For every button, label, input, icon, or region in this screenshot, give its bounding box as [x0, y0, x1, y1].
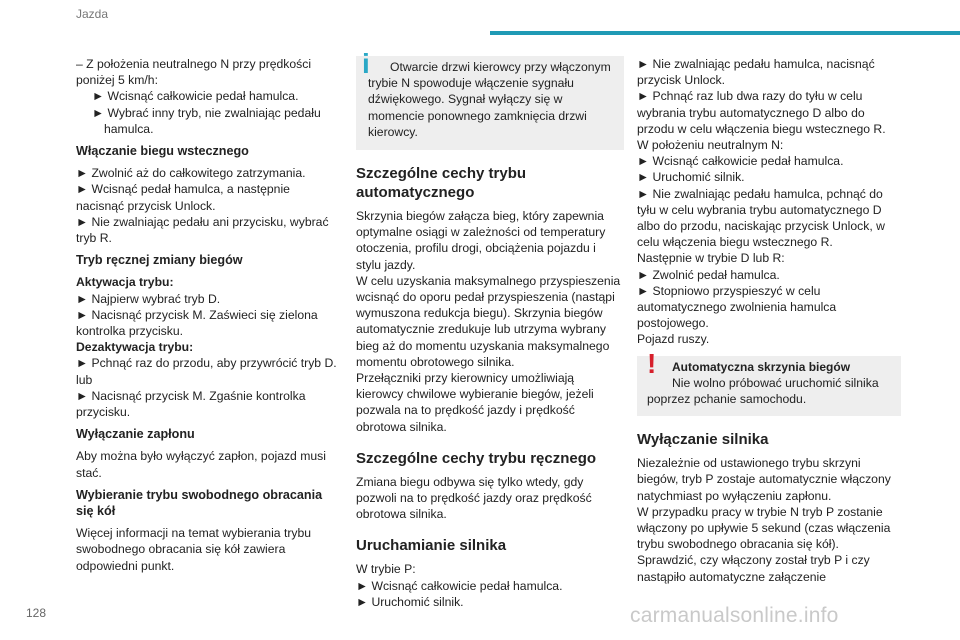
- heading-freewheel: Wybieranie trybu swobodnego obracania się kół: [76, 487, 323, 519]
- activation-step-1: ► Najpierw wybrać tryb D.: [76, 291, 221, 306]
- drive-step-2: ► Stopniowo przyspieszyć w celu automatycznego zwolnienia hamulca postojowego.: [637, 283, 837, 331]
- deactivation-or: lub: [76, 372, 93, 387]
- reverse-step-1: ► Zwolnić aż do całkowitego zatrzymania.: [76, 166, 306, 181]
- warning-text: Nie wolno próbować uruchomić silnika poprzez pchanie samochodu.: [647, 375, 879, 407]
- warning-icon: !: [647, 347, 657, 379]
- header-accent-bar: [490, 31, 960, 35]
- neutral-start-step-1: ► Wcisnąć całkowicie pedał hamulca.: [637, 154, 844, 169]
- warning-box: [637, 347, 901, 417]
- heading-engine-stop: Wyłączanie silnika: [637, 431, 769, 449]
- auto-text-3: Przełączniki przy kierownicy umożliwiają kierowcy chwilowe wybieranie biegów, jeżeli pozwala na to prędkość jazdy i prędkość obrotowa silnika.: [356, 371, 594, 434]
- start-step-1: ► Wcisnąć całkowicie pedał hamulca.: [356, 578, 563, 593]
- heading-activation: Aktywacja trybu:: [76, 275, 174, 290]
- heading-engine-start: Uruchamianie silnika: [356, 537, 507, 555]
- column-left: [76, 56, 338, 574]
- neutral-start-step-2: ► Uruchomić silnik.: [637, 170, 745, 185]
- auto-text-2: W celu uzyskania maksymalnego przyspieszenia wcisnąć do oporu pedał przyspieszenia (nastąpi wymuszona redukcja biegu). Skrzynia biegów automatycznie zredukuje lub utrzyma wybrany bieg aż do momentu uzyskania maksymalnego momentu obrotowego silnika.: [356, 273, 621, 369]
- column-right: [637, 56, 903, 585]
- warning-title: Automatyczna skrzynia biegów: [672, 359, 851, 374]
- neutral-step-1: ► Wcisnąć całkowicie pedał hamulca.: [92, 89, 299, 104]
- heading-deactivation: Dezaktywacja trybu:: [76, 340, 194, 355]
- auto-text-1: Skrzynia biegów załącza bieg, który zapewnia optymalne osiągi w zależności od temperatury otoczenia, profilu drogi, obciążenia pojazdu i stylu jazdy.: [356, 209, 606, 272]
- stop-text-1: Niezależnie od ustawionego trybu skrzyni biegów, tryb P zostaje automatycznie włączony natychmiast po wyłączeniu zapłonu.: [637, 456, 891, 503]
- reverse-step-3: ► Nie zwalniając pedału ani przycisku, wybrać tryb R.: [76, 214, 329, 246]
- heading-manual-mode: Tryb ręcznej zmiany biegów: [76, 253, 243, 268]
- column-middle: [356, 48, 624, 610]
- heading-auto-features: Szczególne cechy trybu automatycznego: [356, 165, 527, 202]
- stop-text-3: Sprawdzić, czy włączony został tryb P i czy nastąpiło automatyczne załączenie: [637, 553, 870, 584]
- heading-ignition-off: Wyłączanie zapłonu: [76, 427, 195, 442]
- drive-step-1: ► Zwolnić pedał hamulca.: [637, 267, 780, 282]
- reverse-step-2: ► Wcisnąć pedał hamulca, a następnie nacisnąć przycisk Unlock.: [76, 182, 290, 213]
- start-mode-p: W trybie P:: [356, 562, 416, 577]
- start-step-3: ► Nie zwalniając pedału hamulca, nacisnąć przycisk Unlock.: [637, 57, 875, 88]
- vehicle-moves: Pojazd ruszy.: [637, 332, 710, 347]
- drive-intro: Następnie w trybie D lub R:: [637, 251, 785, 266]
- deactivation-step-2: ► Nacisnąć przycisk M. Zgaśnie kontrolka przycisku.: [76, 388, 306, 420]
- neutral-start-step-3: ► Nie zwalniając pedału hamulca, pchnąć do tyłu w celu wybrania trybu automatycznego D albo do przodu, naciskając przycisk Unlock, w celu włączenia biegu wstecznego R.: [637, 186, 885, 250]
- info-note-box: [356, 48, 624, 150]
- neutral-step-2: ► Wybrać inny tryb, nie zwalniając pedału hamulca.: [92, 105, 321, 136]
- start-step-4: ► Pchnąć raz lub dwa razy do tyłu w celu wybrania trybu automatycznego D albo do przodu w celu włączenia biegu wstecznego R.: [637, 89, 886, 136]
- activation-step-2: ► Nacisnąć przycisk M. Zaświeci się zielona kontrolka przycisku.: [76, 307, 318, 339]
- neutral-intro: – Z położenia neutralnego N przy prędkości poniżej 5 km/h:: [76, 57, 312, 88]
- deactivation-step-1: ► Pchnąć raz do przodu, aby przywrócić tryb D.: [76, 356, 337, 371]
- info-note-text: Otwarcie drzwi kierowcy przy włączonym trybie N spowoduje włączenie sygnału dźwiękowego. Sygnał wyłączy się w momencie ponownego zamknięcia drzwi kierowcy.: [368, 60, 611, 139]
- info-icon: i: [362, 48, 370, 79]
- running-header: Jazda: [76, 7, 109, 21]
- freewheel-text: Więcej informacji na temat wybierania trybu swobodnego obracania się kół zawiera odpowiedni punkt.: [76, 526, 312, 573]
- neutral-start-intro: W położeniu neutralnym N:: [637, 138, 784, 153]
- manual-features-text: Zmiana biegu odbywa się tylko wtedy, gdy pozwoli na to prędkość jazdy oraz prędkość obrotowa silnika.: [356, 474, 592, 522]
- stop-text-2: W przypadku pracy w trybie N tryb P zostanie włączony po upływie 5 sekund (czas włączenia trybu swobodnego obracania się kół).: [637, 504, 891, 552]
- heading-reverse: Włączanie biegu wstecznego: [76, 144, 249, 159]
- ignition-text: Aby można było wyłączyć zapłon, pojazd musi stać.: [76, 449, 326, 480]
- page-number: 128: [26, 606, 47, 620]
- heading-manual-features: Szczególne cechy trybu ręcznego: [356, 449, 597, 467]
- start-step-2: ► Uruchomić silnik.: [356, 594, 464, 609]
- watermark: carmanualsonline.info: [630, 604, 839, 627]
